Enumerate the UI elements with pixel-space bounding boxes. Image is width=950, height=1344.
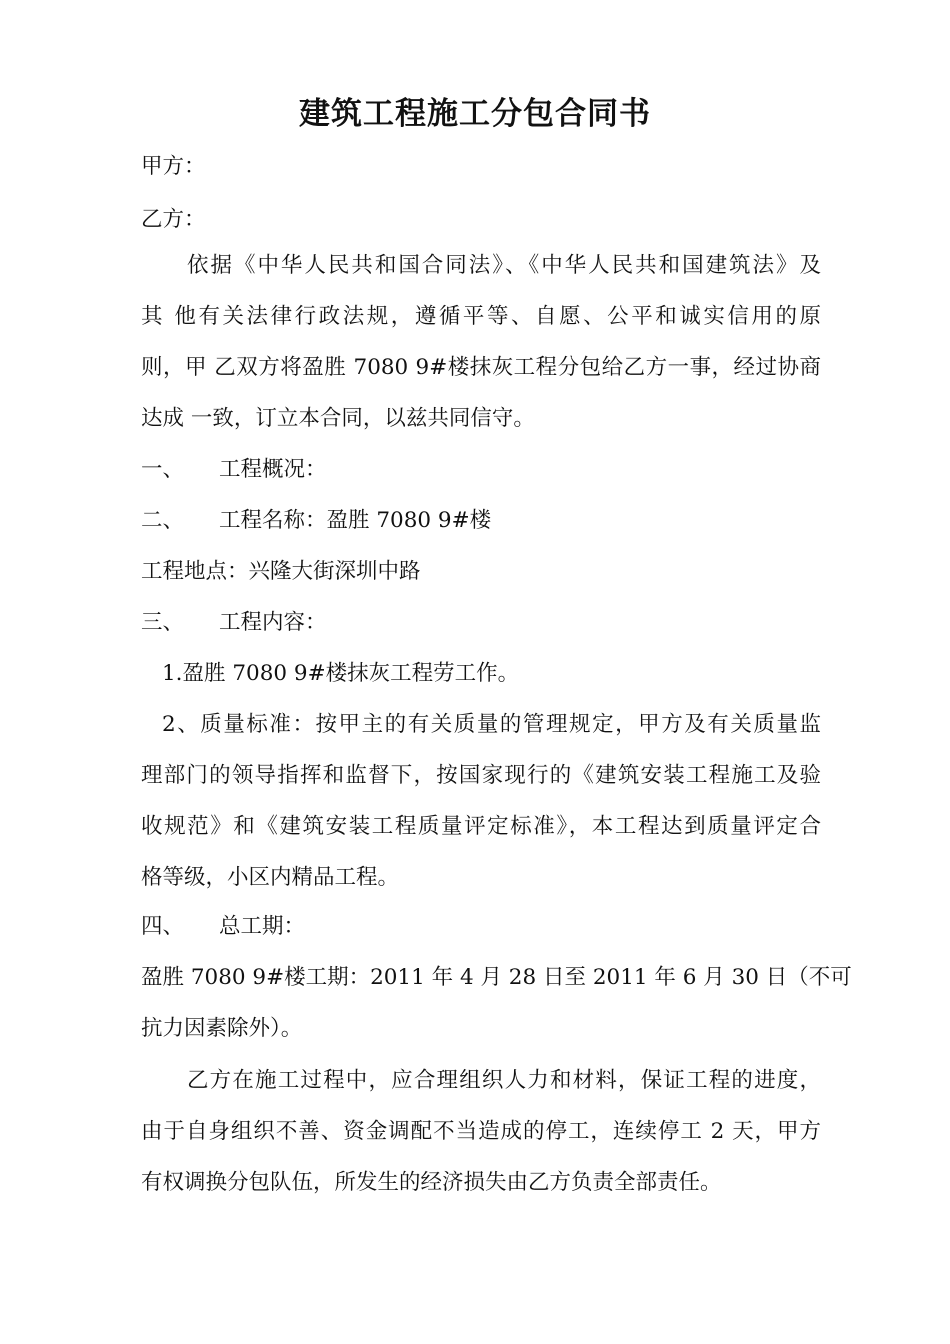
period-line-1: 盈胜 7080 9#楼工期：2011 年 4 月 28 日至 2011 年 6 月 30 日（不可: [141, 965, 852, 990]
section-1-text: 工程概况：: [219, 457, 327, 482]
section-2-heading: [141, 506, 821, 536]
section-1-heading: [141, 455, 821, 485]
section-4-number: 四、: [141, 914, 185, 939]
party-b-label: 乙方：: [141, 207, 206, 232]
section-4-heading: [141, 912, 821, 942]
quality-line-1: 2、质量标准：按甲主的有关质量的管理规定，甲方及有关质量监: [162, 712, 821, 737]
section-1-number: 一、: [141, 457, 185, 482]
delay-clause-line-1: 乙方在施工过程中，应合理组织人力和材料，保证工程的进度，: [187, 1068, 821, 1093]
section-2-text: 工程名称：盈胜 7080 9#楼: [219, 508, 492, 533]
period-line-2: 抗力因素除外）。: [141, 1016, 303, 1041]
intro-line-3: 则，甲 乙双方将盈胜 7080 9#楼抹灰工程分包给乙方一事，经过协商: [141, 355, 821, 380]
quality-line-4: 格等级，小区内精品工程。: [141, 865, 400, 890]
project-location: 工程地点：兴隆大街深圳中路: [141, 559, 421, 584]
section-3-text: 工程内容：: [219, 610, 327, 635]
delay-clause-line-2: 由于自身组织不善、资金调配不当造成的停工，连续停工 2 天，甲方: [141, 1119, 821, 1144]
section-2-number: 二、: [141, 508, 185, 533]
intro-line-1: 依据《中华人民共和国合同法》、《中华人民共和国建筑法》及: [187, 253, 821, 278]
delay-clause-line-3: 有权调换分包队伍，所发生的经济损失由乙方负责全部责任。: [141, 1170, 722, 1195]
quality-line-2: 理部门的领导指挥和监督下，按国家现行的《建筑安装工程施工及验: [141, 763, 821, 788]
document-title: 建筑工程施工分包合同书: [299, 96, 651, 132]
section-3-heading: [141, 608, 821, 638]
intro-line-2: 其 他有关法律行政法规，遵循平等、自愿、公平和诚实信用的原: [141, 304, 821, 329]
section-3-number: 三、: [141, 610, 185, 635]
section-4-text: 总工期：: [219, 914, 306, 939]
content-item-1: 1.盈胜 7080 9#楼抹灰工程劳工作。: [162, 661, 520, 686]
intro-line-4: 达成 一致，订立本合同，以兹共同信守。: [141, 406, 535, 431]
party-a-label: 甲方：: [141, 154, 206, 179]
quality-line-3: 收规范》和《建筑安装工程质量评定标准》，本工程达到质量评定合: [141, 814, 821, 839]
